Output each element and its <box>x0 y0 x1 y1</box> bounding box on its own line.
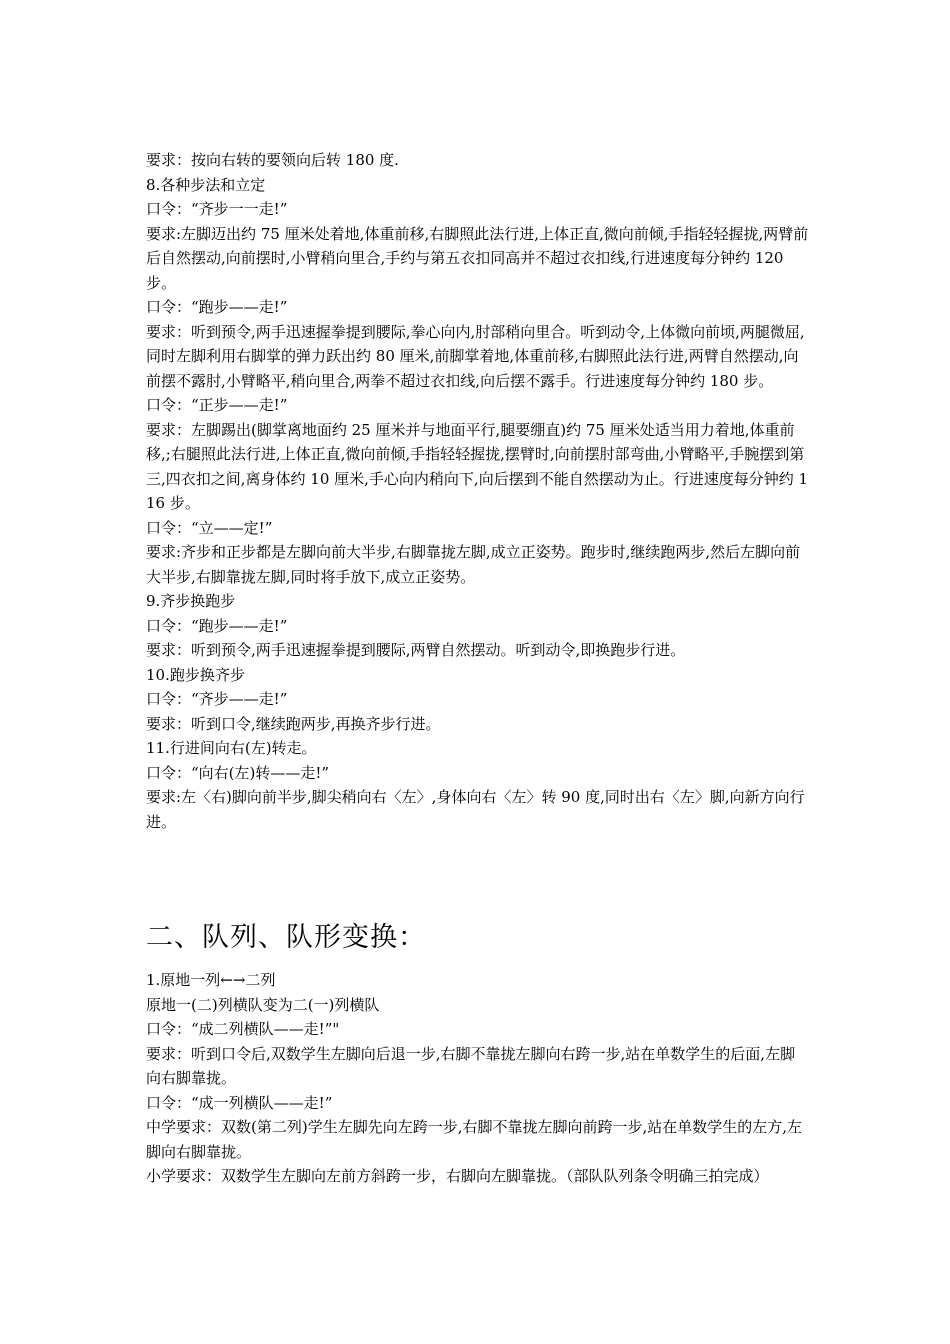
paragraph: 要求:左脚迈出约 75 厘米处着地,体重前移,右脚照此法行进,上体正直,微向前倾,手指轻轻握拢,两臂前后自然摆动,向前摆时,小臂稍向里合,手约与第五衣扣同高并不超过衣扣线,行进速度每分钟约 120 步。 <box>146 224 809 292</box>
text-line: 口令：“正步——走!” <box>146 396 288 414</box>
paragraph: 要求：听到预令,两手迅速握拳提到腰际,拳心向内,肘部稍向里合。听到动令,上体微向前顷,两腿微屈,同时左脚利用右脚掌的弹力跃出约 80 厘米,前脚掌着地,体重前移,右脚照此法行进,两臂自然摆动,向前摆不露肘,小臂略平,稍向里合,两拳不超过衣扣线,向后摆不露手。行进速度每分钟约 180 步。 <box>146 322 805 390</box>
document-body <box>146 148 810 1189</box>
text-line: 要求：听到口令,继续跑两步,再换齐步行进。 <box>146 714 441 733</box>
text-line: 口令：“跑步——走!” <box>146 298 288 316</box>
paragraph: 中学要求：双数(第二列)学生左脚先向左跨一步,右脚不靠拢左脚向前跨一步,站在单数学生的左方,左脚向右脚靠拢。 <box>146 1118 803 1161</box>
text-line: 原地一(二)列横队变为二(一)列横队 <box>146 995 380 1014</box>
paragraph: 要求：听到口令后,双数学生左脚向后退一步,右脚不靠拢左脚向右跨一步,站在单数学生的后面,左脚向右脚靠拢。 <box>146 1044 796 1087</box>
subsection-title: 8.各种步法和立定 <box>146 175 266 194</box>
paragraph: 要求：左脚踢出(脚掌离地面约 25 厘米并与地面平行,腿要绷直)约 75 厘米处适当用力着地,体重前移,;右腿照此法行进,上体正直,微向前倾,手指轻轻握拢,摆臂时,向前摆肘部弯曲,小臂略平,手腕摆到第三,四衣扣之间,离身体约 10 厘米,手心向内稍向下,向后摆到不能自然摆动为止。行进速度每分钟约 116 步。 <box>146 420 809 512</box>
subsection-title: 10.跑步换齐步 <box>146 665 245 684</box>
paragraph: 要求:齐步和正步都是左脚向前大半步,右脚靠拢左脚,成立正姿势。跑步时,继续跑两步,然后左脚向前大半步,右脚靠拢左脚,同时将手放下,成立正姿势。 <box>146 543 801 586</box>
subsection-title: 11.行进间向右(左)转走。 <box>146 739 317 757</box>
section-heading: 二、队列、队形变换： <box>146 922 426 953</box>
text-line: 口令：“跑步——走!” <box>146 616 288 635</box>
text-line: 口令：“成二列横队——走!”" <box>146 1020 340 1038</box>
subsection-title: 1.原地一列←→二列 <box>146 971 276 989</box>
paragraph: 要求:左〈右)脚向前半步,脚尖稍向右〈左〉,身体向右〈左〉转 90 度,同时出右〈左〉脚,向新方向行进。 <box>146 788 805 831</box>
section-spacer <box>146 834 810 918</box>
text-line: 要求：按向右转的要领向后转 180 度. <box>146 151 399 169</box>
text-line: 口令：“向右(左)转——走!” <box>146 763 330 782</box>
text-line: 口令：“齐步——走!” <box>146 690 288 708</box>
subsection-title: 9.齐步换跑步 <box>146 592 236 610</box>
text-line: 口令：“齐步一一走!” <box>146 200 288 218</box>
text-line: 口令：“成一列横队——走!” <box>146 1093 333 1112</box>
paragraph: 小学要求：双数学生左脚向左前方斜跨一步，右脚向左脚靠拢。（部队队列条令明确三拍完成） <box>146 1167 769 1185</box>
text-line: 口令：“立——定!” <box>146 518 273 537</box>
text-line: 要求：听到预令,两手迅速握拳提到腰际,两臂自然摆动。听到动令,即换跑步行进。 <box>146 641 686 659</box>
